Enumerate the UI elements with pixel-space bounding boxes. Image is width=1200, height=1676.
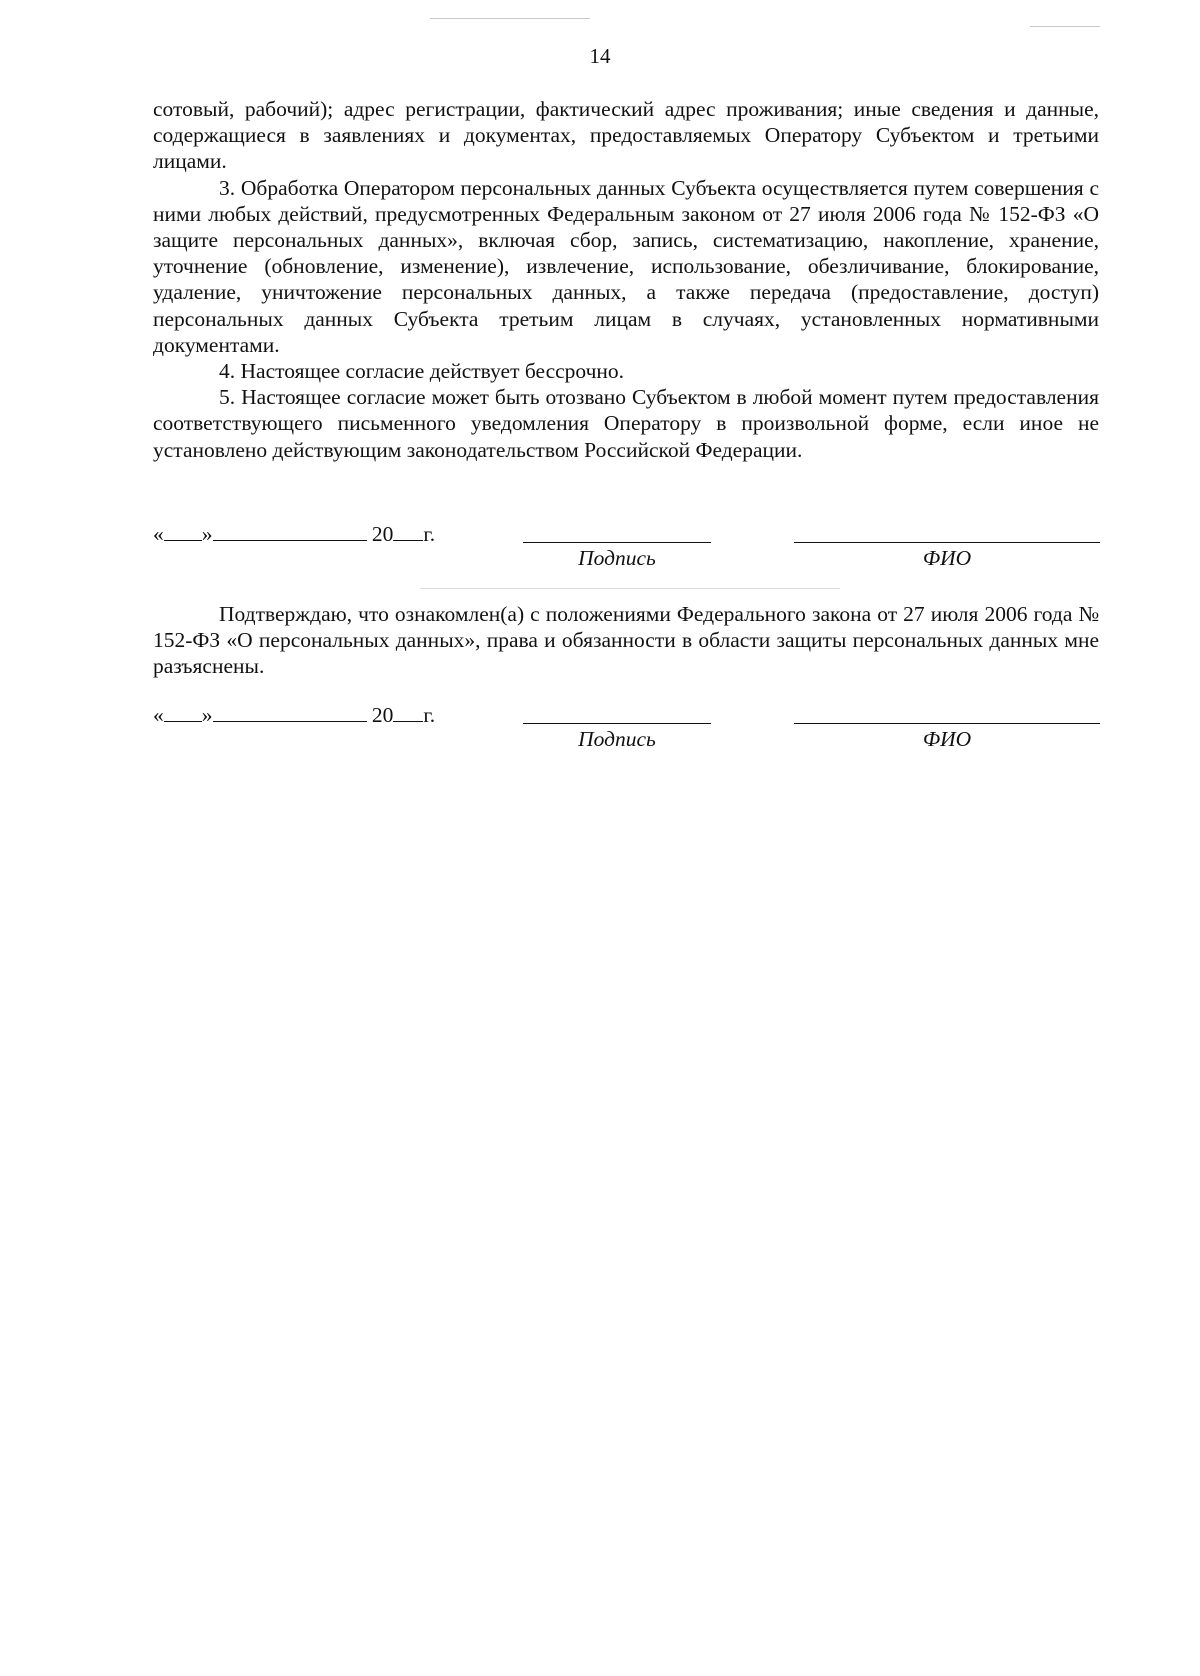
signature-line: [523, 723, 711, 724]
signature-row-confirmation: [153, 703, 1099, 755]
scan-noise: [420, 588, 840, 589]
day-blank: [164, 522, 202, 541]
paragraph-5: 5. Настоящее согласие может быть отозвано Субъектом в любой момент путем предоставления соответствующего письменного уведомления Оператору в произвольной форме, если иное не установлено действующим законодательством Российской Федерации.: [153, 385, 1099, 462]
month-blank: [213, 703, 367, 722]
confirmation-block: [153, 601, 1099, 680]
name-caption: ФИО: [922, 546, 972, 570]
name-line: [794, 723, 1100, 724]
signature-line: [523, 542, 711, 543]
year-blank: [393, 703, 423, 722]
date-field: « » 20 г.: [153, 703, 436, 727]
name-line: [794, 542, 1100, 543]
scan-noise: [430, 18, 590, 19]
month-blank: [213, 522, 367, 541]
name-caption: ФИО: [922, 727, 972, 751]
signature-caption: Подпись: [578, 727, 656, 751]
signature-row-consent: [153, 522, 1099, 574]
scan-noise: [1030, 26, 1100, 27]
signature-caption: Подпись: [578, 546, 656, 570]
day-blank: [164, 703, 202, 722]
page-number: 14: [589, 44, 611, 68]
year-blank: [393, 522, 423, 541]
date-field: « » 20 г.: [153, 522, 436, 546]
paragraph-3: 3. Обработка Оператором персональных данных Субъекта осуществляется путем совершения с ними любых действий, предусмотренных Федеральным законом от 27 июля 2006 года № 152-ФЗ «О защите персональных данных», включая сбор, запись, систематизацию, накопление, хранение, уточнение (обновление, изменение), извлечение, использование, обезличивание, блокирование, удаление, уничтожение персональных данных, а также передача (предоставление, доступ) персональных данных Субъекта третьим лицам в случаях, установленных нормативными документами.: [153, 175, 1099, 357]
paragraph-continuation: сотовый, рабочий); адрес регистрации, фактический адрес проживания; иные сведения и данные, содержащиеся в заявлениях и документах, предоставляемых Оператору Субъектом и третьими лицами.: [153, 97, 1099, 174]
consent-body: [153, 96, 1099, 463]
paragraph-4: 4. Настоящее согласие действует бессрочно.: [219, 359, 625, 384]
confirmation-paragraph: Подтверждаю, что ознакомлен(а) с положениями Федерального закона от 27 июля 2006 года № 152-ФЗ «О персональных данных», права и обязанности в области защиты персональных данных мне разъяснены.: [153, 602, 1099, 679]
